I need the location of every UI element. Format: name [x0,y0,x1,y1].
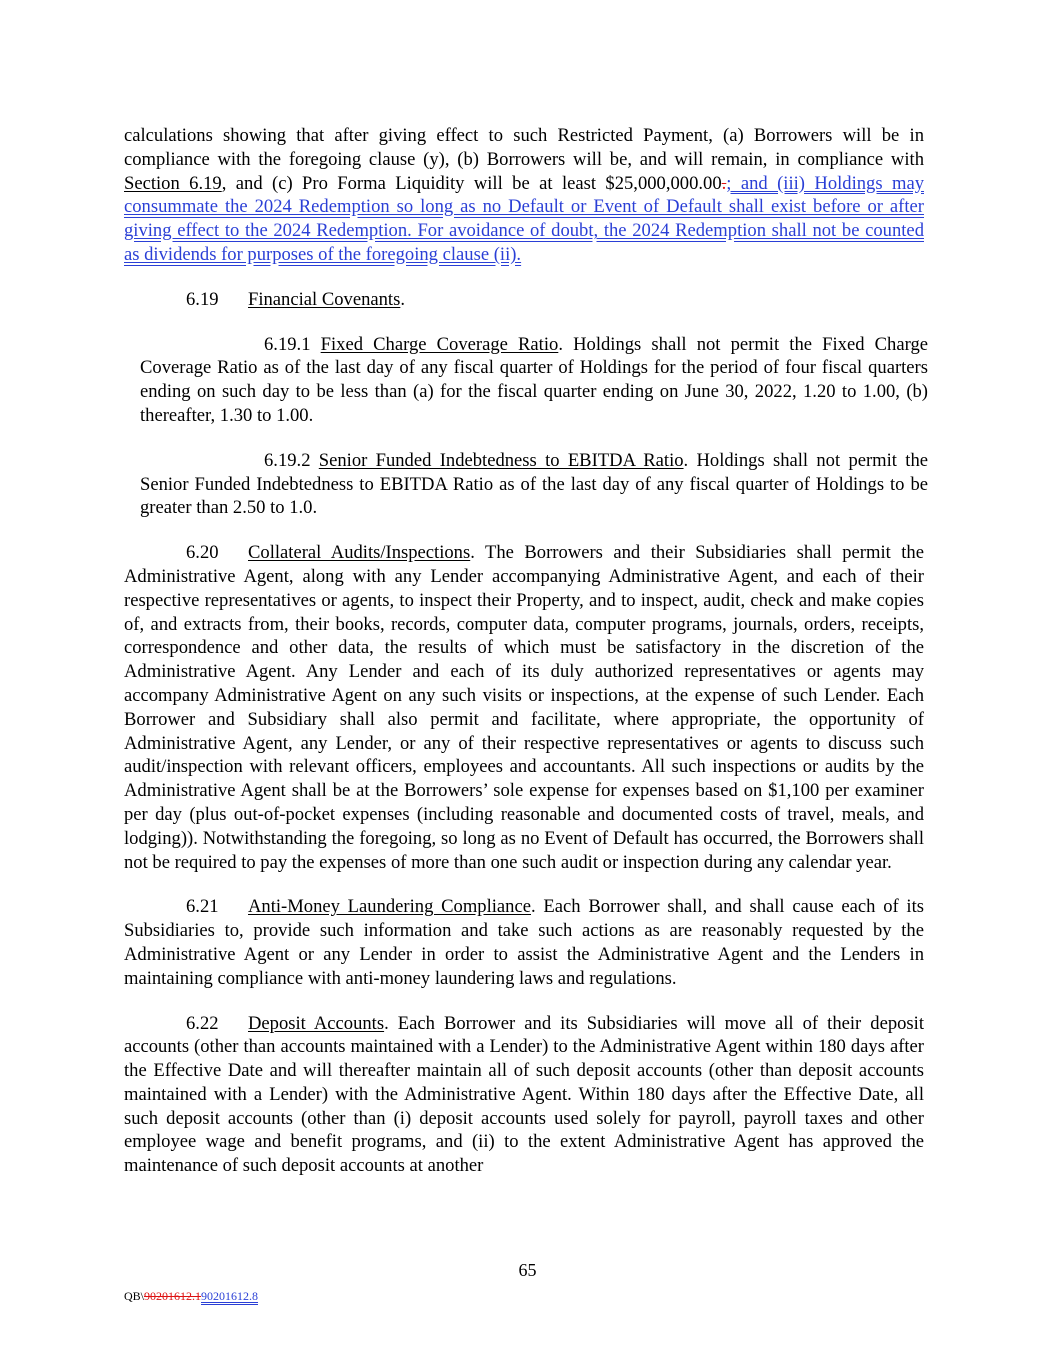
footer-inserted-id: 90201612.8 [201,1289,259,1303]
section-title: Deposit Accounts [248,1012,385,1034]
section-title: Senior Funded Indebtedness to EBITDA Ratio [318,449,684,471]
deleted-text: . [721,172,727,194]
section-number: 6.19.2 [264,449,311,471]
section-6-19-2 [140,449,928,520]
section-title-period: . [400,288,405,310]
document-id-footer [124,1289,258,1304]
section-title: Collateral Audits/Inspections [248,542,471,564]
section-title: Fixed Charge Coverage Ratio [320,333,559,355]
section-text: . Each Borrower and its Subsidiaries will move all of their deposit accounts (other than accounts maintained with a Lender) to the Administrative Agent within 180 days after the Effective Date and will thereafter maintain all of such deposit accounts (other than deposit accounts maintained with a Lender) with the Administrative Agent. Within 180 days after the Effective Date, all such deposit accounts (other than (i) deposit accounts used solely for payroll, payroll taxes and other employee wage and benefit programs, and (ii) to the extent Administrative Agent has approved the maintenance of such deposit accounts at another [124,1012,924,1177]
section-6-22 [124,1012,924,1179]
section-text: . Holdings shall not permit the Senior Funded Indebtedness to EBITDA Ratio as of the last day of any fiscal quarter of Holdings to be greater than 2.50 to 1.0. [140,449,928,519]
section-6-19-1 [140,333,928,428]
section-number: 6.19 [186,288,219,310]
inserted-text: ; and (iii) Holdings may consummate the 2024 Redemption so long as no Default or Event of Default shall exist before or after giving effect to the 2024 Redemption. For avoidance of doubt, the 2024 Redemption shall not be counted as dividends for purposes of the foregoing clause (ii). [124,172,924,265]
section-reference: Section 6.19 [124,172,222,194]
section-number: 6.19.1 [264,333,311,355]
intro-text-continued: , and (c) Pro Forma Liquidity will be at least $25,000,000.00 [221,172,722,194]
footer-prefix: QB\ [124,1289,145,1303]
footer-deleted-id: 90201612.1 [144,1289,202,1303]
intro-text: calculations showing that after giving effect to such Restricted Payment, (a) Borrowers will be in compliance with the foregoing clause (y), (b) Borrowers will be, and will remain, in compliance with [124,125,924,170]
section-6-19-heading [124,288,924,312]
page-number: 65 [518,1260,537,1280]
section-text: . The Borrowers and their Subsidiaries shall permit the Administrative Agent, along with any Lender accompanying Administrative Agent, and each of their respective representatives or agents, to inspect their Property, and to inspect, audit, check and make copies of, and extracts from, their books, records, computer data, computer programs, journals, orders, receipts, correspondence and other data, the results of which must be satisfactory in the discretion of the Administrative Agent. Any Lender and each of its duly authorized representatives or agents may accompany Administrative Agent on any such visits or inspections, at the expense of such Lender. Each Borrower and Subsidiary shall also permit and facilitate, where appropriate, the opportunity of Administrative Agent, any Lender, or any of their respective representatives or agents to discuss such audit/inspection with relevant officers, employees and accountants. All such inspections or audits by the Administrative Agent shall be at the Borrowers’ sole expense for expenses based on $1,100 per examiner per day (plus out-of-pocket expenses (including reasonable and documented costs of travel, meals, and lodging)). Notwithstanding the foregoing, so long as no Event of Default has occurred, the Borrowers shall not be required to pay the expenses of more than one such audit or inspection during any calendar year. [124,542,924,873]
section-title: Anti-Money Laundering Compliance [248,896,531,918]
section-title: Financial Covenants [248,288,401,310]
section-number: 6.20 [186,542,219,564]
paragraph-intro [124,124,924,267]
document-body [124,124,928,1178]
section-number: 6.22 [186,1012,219,1034]
section-number: 6.21 [186,896,219,918]
section-6-20 [124,541,924,874]
section-text: . Holdings shall not permit the Fixed Charge Coverage Ratio as of the last day of any fiscal quarter of Holdings for the period of four fiscal quarters ending on such day to be less than (a) for the fiscal quarter ending on June 30, 2022, 1.20 to 1.00, (b) thereafter, 1.30 to 1.00. [140,333,928,426]
section-6-21 [124,895,924,990]
section-text: . Each Borrower shall, and shall cause each of its Subsidiaries to, provide such information and take such actions as are reasonably requested by the Administrative Agent or any Lender in order to assist the Administrative Agent and the Lenders in maintaining compliance with anti-money laundering laws and regulations. [124,896,925,989]
